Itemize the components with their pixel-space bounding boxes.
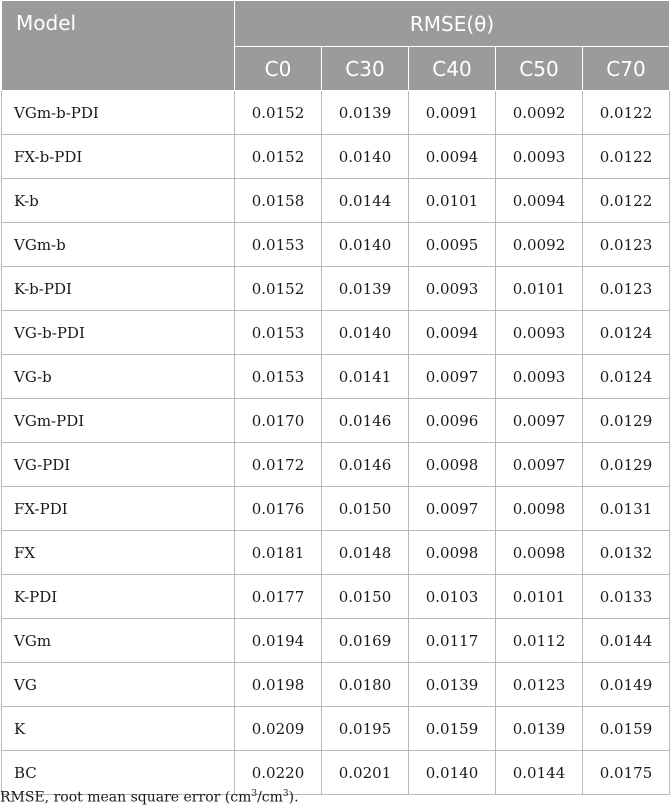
model-name-cell: K: [2, 707, 235, 751]
rmse-value-cell: 0.0096: [409, 399, 496, 443]
rmse-value-cell: 0.0139: [322, 267, 409, 311]
table-footnote: [0, 789, 299, 806]
model-name-cell: VG-PDI: [2, 443, 235, 487]
rmse-value-cell: 0.0097: [409, 355, 496, 399]
rmse-value-cell: 0.0170: [235, 399, 322, 443]
table-row: [2, 663, 670, 707]
table-row: [2, 179, 670, 223]
rmse-table: [1, 0, 670, 795]
rmse-value-cell: 0.0176: [235, 487, 322, 531]
model-name-cell: VGm-b: [2, 223, 235, 267]
rmse-value-cell: 0.0180: [322, 663, 409, 707]
rmse-value-cell: 0.0122: [583, 135, 670, 179]
table-row: [2, 135, 670, 179]
rmse-value-cell: 0.0141: [322, 355, 409, 399]
model-name-cell: VG-b-PDI: [2, 311, 235, 355]
rmse-value-cell: 0.0124: [583, 311, 670, 355]
rmse-value-cell: 0.0122: [583, 179, 670, 223]
rmse-value-cell: 0.0152: [235, 91, 322, 135]
column-header-c50: C50: [496, 47, 583, 91]
column-header-c70: C70: [583, 47, 670, 91]
rmse-value-cell: 0.0144: [496, 751, 583, 795]
column-header-c30: C30: [322, 47, 409, 91]
footnote-text: RMSE, root mean square error (cm: [0, 789, 252, 806]
rmse-value-cell: 0.0146: [322, 399, 409, 443]
rmse-value-cell: 0.0140: [322, 135, 409, 179]
rmse-value-cell: 0.0159: [409, 707, 496, 751]
rmse-value-cell: 0.0152: [235, 267, 322, 311]
rmse-value-cell: 0.0220: [235, 751, 322, 795]
rmse-value-cell: 0.0093: [496, 311, 583, 355]
rmse-value-cell: 0.0201: [322, 751, 409, 795]
rmse-value-cell: 0.0098: [496, 487, 583, 531]
rmse-value-cell: 0.0091: [409, 91, 496, 135]
rmse-value-cell: 0.0153: [235, 223, 322, 267]
rmse-value-cell: 0.0124: [583, 355, 670, 399]
model-name-cell: VGm-PDI: [2, 399, 235, 443]
model-name-cell: K-PDI: [2, 575, 235, 619]
rmse-value-cell: 0.0153: [235, 311, 322, 355]
model-name-cell: K-b: [2, 179, 235, 223]
rmse-value-cell: 0.0175: [583, 751, 670, 795]
footnote-text: ).: [288, 789, 299, 806]
rmse-value-cell: 0.0177: [235, 575, 322, 619]
rmse-value-cell: 0.0140: [409, 751, 496, 795]
model-name-cell: FX: [2, 531, 235, 575]
rmse-value-cell: 0.0158: [235, 179, 322, 223]
rmse-value-cell: 0.0132: [583, 531, 670, 575]
rmse-value-cell: 0.0093: [496, 355, 583, 399]
model-name-cell: FX-b-PDI: [2, 135, 235, 179]
rmse-value-cell: 0.0098: [409, 531, 496, 575]
table-header: [2, 1, 670, 91]
rmse-value-cell: 0.0198: [235, 663, 322, 707]
rmse-value-cell: 0.0172: [235, 443, 322, 487]
table-row: [2, 443, 670, 487]
rmse-value-cell: 0.0209: [235, 707, 322, 751]
rmse-value-cell: 0.0101: [496, 267, 583, 311]
rmse-value-cell: 0.0093: [496, 135, 583, 179]
rmse-value-cell: 0.0098: [496, 531, 583, 575]
rmse-value-cell: 0.0140: [322, 223, 409, 267]
table-body: [2, 91, 670, 795]
rmse-value-cell: 0.0103: [409, 575, 496, 619]
rmse-value-cell: 0.0146: [322, 443, 409, 487]
table-row: [2, 355, 670, 399]
rmse-value-cell: 0.0101: [409, 179, 496, 223]
model-name-cell: VG-b: [2, 355, 235, 399]
model-name-cell: VG: [2, 663, 235, 707]
footnote-superscript: 3: [251, 789, 258, 799]
table-row: [2, 91, 670, 135]
rmse-value-cell: 0.0169: [322, 619, 409, 663]
rmse-value-cell: 0.0123: [496, 663, 583, 707]
rmse-value-cell: 0.0092: [496, 223, 583, 267]
table-row: [2, 223, 670, 267]
rmse-group-header: RMSE(θ): [235, 1, 670, 47]
rmse-value-cell: 0.0098: [409, 443, 496, 487]
footnote-superscript: 3: [282, 789, 289, 799]
column-header-c0: C0: [235, 47, 322, 91]
rmse-value-cell: 0.0094: [496, 179, 583, 223]
table-row: [2, 399, 670, 443]
table-row: [2, 751, 670, 795]
rmse-value-cell: 0.0139: [496, 707, 583, 751]
column-header-c40: C40: [409, 47, 496, 91]
rmse-value-cell: 0.0117: [409, 619, 496, 663]
table-row: [2, 311, 670, 355]
rmse-value-cell: 0.0097: [496, 443, 583, 487]
rmse-value-cell: 0.0123: [583, 223, 670, 267]
model-name-cell: BC: [2, 751, 235, 795]
rmse-value-cell: 0.0094: [409, 135, 496, 179]
model-name-cell: VGm-b-PDI: [2, 91, 235, 135]
table-row: [2, 487, 670, 531]
rmse-value-cell: 0.0112: [496, 619, 583, 663]
rmse-value-cell: 0.0101: [496, 575, 583, 619]
footnote-text: /cm: [257, 789, 283, 806]
model-column-header: Model: [2, 1, 235, 91]
table-row: [2, 619, 670, 663]
rmse-value-cell: 0.0150: [322, 487, 409, 531]
model-name-cell: FX-PDI: [2, 487, 235, 531]
rmse-value-cell: 0.0144: [322, 179, 409, 223]
rmse-value-cell: 0.0144: [583, 619, 670, 663]
rmse-value-cell: 0.0181: [235, 531, 322, 575]
rmse-value-cell: 0.0097: [409, 487, 496, 531]
rmse-value-cell: 0.0139: [322, 91, 409, 135]
rmse-value-cell: 0.0148: [322, 531, 409, 575]
rmse-value-cell: 0.0195: [322, 707, 409, 751]
rmse-value-cell: 0.0150: [322, 575, 409, 619]
rmse-value-cell: 0.0153: [235, 355, 322, 399]
rmse-value-cell: 0.0129: [583, 443, 670, 487]
model-name-cell: VGm: [2, 619, 235, 663]
rmse-value-cell: 0.0152: [235, 135, 322, 179]
rmse-value-cell: 0.0092: [496, 91, 583, 135]
rmse-value-cell: 0.0133: [583, 575, 670, 619]
rmse-value-cell: 0.0122: [583, 91, 670, 135]
rmse-value-cell: 0.0159: [583, 707, 670, 751]
table-row: [2, 267, 670, 311]
model-name-cell: K-b-PDI: [2, 267, 235, 311]
rmse-value-cell: 0.0129: [583, 399, 670, 443]
rmse-value-cell: 0.0139: [409, 663, 496, 707]
rmse-value-cell: 0.0149: [583, 663, 670, 707]
rmse-value-cell: 0.0194: [235, 619, 322, 663]
rmse-value-cell: 0.0123: [583, 267, 670, 311]
rmse-value-cell: 0.0131: [583, 487, 670, 531]
rmse-value-cell: 0.0094: [409, 311, 496, 355]
table-row: [2, 531, 670, 575]
rmse-value-cell: 0.0093: [409, 267, 496, 311]
rmse-value-cell: 0.0140: [322, 311, 409, 355]
rmse-value-cell: 0.0097: [496, 399, 583, 443]
table-row: [2, 707, 670, 751]
rmse-value-cell: 0.0095: [409, 223, 496, 267]
table-row: [2, 575, 670, 619]
